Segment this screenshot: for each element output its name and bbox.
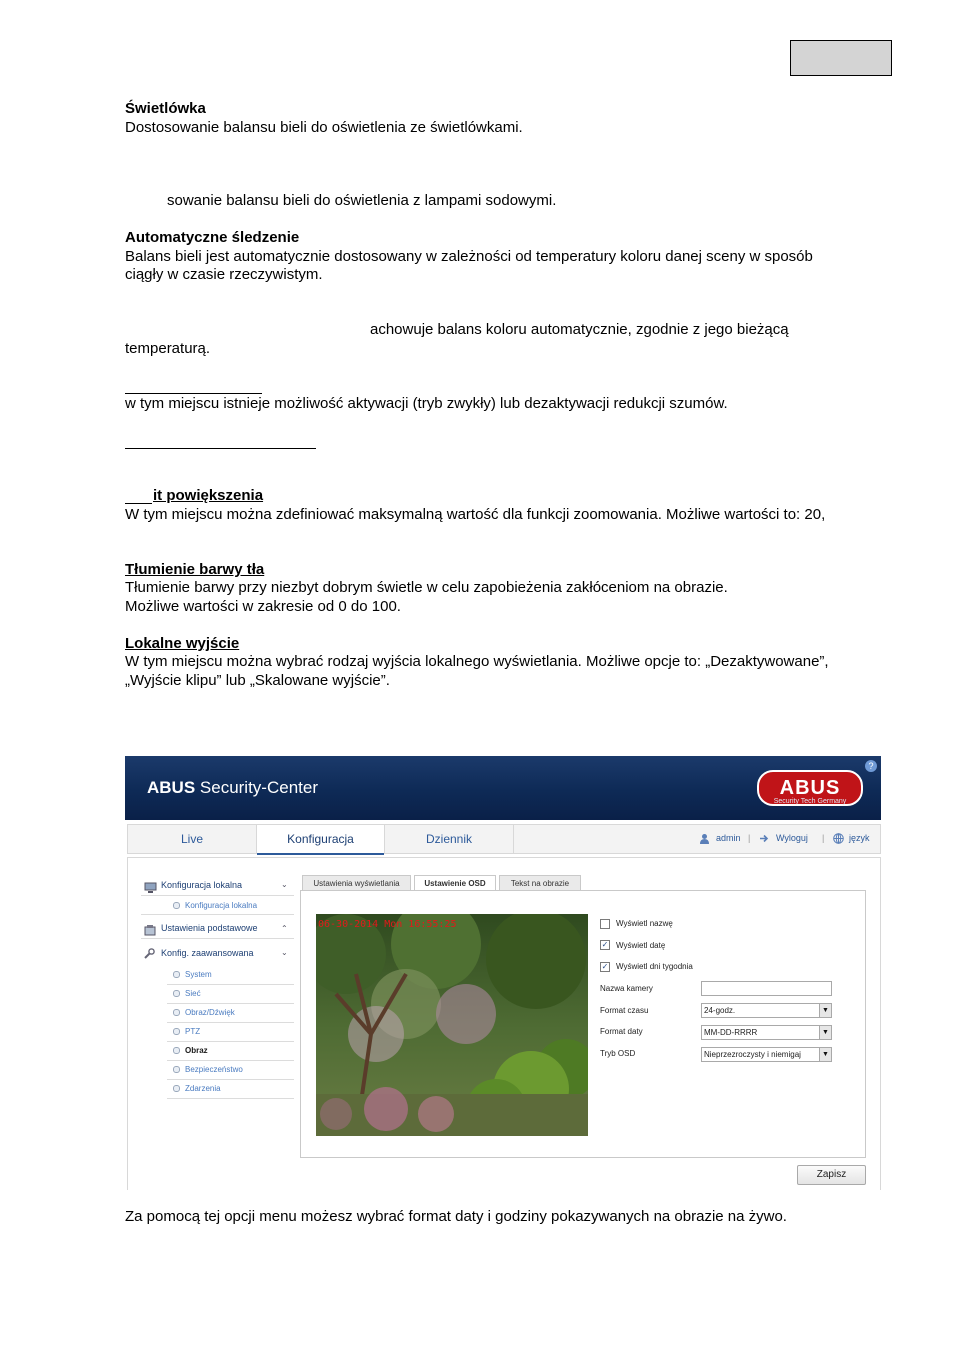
auto-tracking-description-2: ciągły w czasie rzeczywistym. <box>125 266 323 283</box>
auto-tracking-description-1: Balans bieli jest automatycznie dostosowany w zależności od temperatury koloru danej sceny w sposób <box>125 248 813 265</box>
bullet-icon <box>173 990 180 997</box>
sidebar-subitem-events[interactable]: Zdarzenia <box>173 1084 221 1093</box>
time-format-label: Format czasu <box>600 1006 649 1015</box>
camera-preview[interactable] <box>316 914 588 1136</box>
bullet-icon <box>173 1009 180 1016</box>
dropdown-arrow-icon[interactable]: ▼ <box>819 1004 831 1017</box>
globe-icon <box>833 833 844 844</box>
tab-text-overlay[interactable]: Tekst na obrazie <box>499 875 581 893</box>
chroma-suppression-description-1: Tłumienie barwy przy niezbyt dobrym świetle w celu zapobieżenia zakłóceniom na obrazie. <box>125 579 728 596</box>
show-date-checkbox[interactable]: ✓ <box>601 940 609 949</box>
fluorescent-description: Dostosowanie balansu bieli do oświetlenia ze świetlówkami. <box>125 119 523 136</box>
sidebar-divider <box>141 914 294 915</box>
noise-heading-underline <box>125 393 262 394</box>
local-output-description-2: „Wyjście klipu” lub „Skalowane wyjście”. <box>125 672 390 689</box>
sidebar-subitem-network[interactable]: Sieć <box>173 989 201 998</box>
sidebar-divider <box>167 1003 294 1004</box>
date-format-label: Format daty <box>600 1027 643 1036</box>
sodium-description: sowanie balansu bieli do oświetlenia z lampami sodowymi. <box>167 192 557 209</box>
sidebar-divider <box>167 1060 294 1061</box>
auto-balance-description-2: temperaturą. <box>125 340 211 357</box>
local-output-description-1: W tym miejscu można wybrać rodzaj wyjścia lokalnego wyświetlania. Możliwe opcje to: „Dezaktywowane”, <box>125 653 829 670</box>
show-date-label: Wyświetl datę <box>616 941 666 950</box>
bullet-icon <box>173 1047 180 1054</box>
sidebar-divider <box>141 895 294 896</box>
chroma-suppression-heading: Tłumienie barwy tła <box>125 561 265 578</box>
dropdown-arrow-icon[interactable]: ▼ <box>819 1048 831 1061</box>
help-icon[interactable]: ? <box>865 760 877 772</box>
noise-reduction-description: w tym miejscu istnieje możliwość aktywacji (tryb zwykły) lub dezaktywacji redukcji szumów. <box>125 395 728 412</box>
local-config-icon <box>144 880 157 891</box>
header-placeholder-box <box>790 40 892 76</box>
nav-separator: | <box>822 833 825 843</box>
zoom-limit-description: W tym miejscu można zdefiniować maksymalną wartość dla funkcji zoomowania. Możliwe wartości to: 20, <box>125 506 826 523</box>
tab-display-settings[interactable]: Ustawienia wyświetlania <box>302 875 411 893</box>
sidebar-subitem-ptz[interactable]: PTZ <box>173 1027 200 1036</box>
chevron-down-icon[interactable]: ⌄ <box>281 948 288 957</box>
osd-datetime-overlay[interactable]: 06-30-2014 Mon 16:55:25 <box>318 919 457 930</box>
app-title: ABUS Security-Center <box>147 778 318 797</box>
tab-live[interactable]: Live <box>180 832 203 846</box>
time-format-select[interactable]: 24-godz. ▼ <box>701 1003 832 1018</box>
user-name[interactable]: admin <box>716 833 741 843</box>
bullet-icon <box>173 1028 180 1035</box>
sidebar-subitem-image-audio[interactable]: Obraz/Dźwięk <box>173 1008 235 1017</box>
dropdown-arrow-icon[interactable]: ▼ <box>819 1026 831 1039</box>
zoom-limit-heading: it powiększenia <box>153 487 264 504</box>
wrench-icon <box>143 947 155 959</box>
bullet-icon <box>173 1085 180 1092</box>
chevron-up-icon[interactable]: ⌃ <box>281 924 288 933</box>
local-output-heading: Lokalne wyjście <box>125 635 240 652</box>
nav-separator: | <box>748 833 751 843</box>
camera-name-label: Nazwa kamery <box>600 984 653 993</box>
camera-name-input[interactable] <box>701 981 832 996</box>
sidebar-divider <box>167 984 294 985</box>
zoom-heading-underline-prefix <box>125 503 152 504</box>
sidebar-subitem-system[interactable]: System <box>173 970 212 979</box>
bullet-icon <box>173 902 180 909</box>
sidebar-subitem-security[interactable]: Bezpieczeństwo <box>173 1065 243 1074</box>
sidebar-item-advanced-config[interactable]: Konfig. zaawansowana <box>161 948 254 958</box>
sidebar-subitem-image[interactable]: Obraz <box>173 1046 208 1055</box>
osd-mode-select[interactable]: Nieprzezroczysty i niemigaj ▼ <box>701 1047 832 1062</box>
abus-logo-tagline: Security Tech Germany <box>773 798 847 805</box>
figure-caption: Za pomocą tej opcji menu możesz wybrać format daty i godziny pokazywanych na obrazie na żywo. <box>125 1208 787 1225</box>
tab-log[interactable]: Dziennik <box>425 832 473 846</box>
fluorescent-heading: Świetlówka <box>125 100 206 117</box>
sidebar-item-basic-settings[interactable]: Ustawienia podstawowe <box>161 923 258 933</box>
tab-osd-settings[interactable]: Ustawienie OSD <box>414 875 496 893</box>
app-screenshot <box>125 756 881 1190</box>
logout-link[interactable]: Wyloguj <box>776 833 808 843</box>
show-weekday-checkbox[interactable]: ✓ <box>601 962 609 971</box>
user-icon <box>699 833 710 844</box>
save-button[interactable]: Zapisz <box>797 1165 866 1185</box>
show-weekday-label: Wyświetl dni tygodnia <box>616 962 693 971</box>
basic-settings-icon <box>144 923 156 934</box>
nav-divider <box>513 825 514 853</box>
app-banner <box>125 756 881 820</box>
chevron-down-icon[interactable]: ⌄ <box>281 880 288 889</box>
abus-logo: ABUS <box>757 770 863 806</box>
auto-tracking-heading: Automatyczne śledzenie <box>125 229 300 246</box>
osd-mode-label: Tryb OSD <box>600 1049 636 1058</box>
sidebar-divider <box>141 938 294 939</box>
date-format-select[interactable]: MM-DD-RRRR ▼ <box>701 1025 832 1040</box>
logout-icon <box>759 833 770 844</box>
tab-configuration[interactable]: Konfiguracja <box>257 825 384 855</box>
language-link[interactable]: język <box>849 833 870 843</box>
auto-balance-description-1: achowuje balans koloru automatycznie, zgodnie z jego bieżącą <box>370 321 789 338</box>
sidebar-item-local-config[interactable]: Konfiguracja lokalna <box>161 880 243 890</box>
sidebar-divider <box>167 1079 294 1080</box>
sidebar-divider <box>167 1041 294 1042</box>
show-name-label: Wyświetl nazwę <box>616 919 673 928</box>
section-underline <box>125 448 316 449</box>
bullet-icon <box>173 971 180 978</box>
chroma-suppression-description-2: Możliwe wartości w zakresie od 0 do 100. <box>125 598 401 615</box>
show-name-checkbox[interactable] <box>600 919 610 929</box>
bullet-icon <box>173 1066 180 1073</box>
sidebar-divider <box>167 1022 294 1023</box>
sidebar-subitem-local-config[interactable]: Konfiguracja lokalna <box>173 901 257 910</box>
main-navbar <box>127 824 881 854</box>
sidebar-divider <box>167 1098 294 1099</box>
